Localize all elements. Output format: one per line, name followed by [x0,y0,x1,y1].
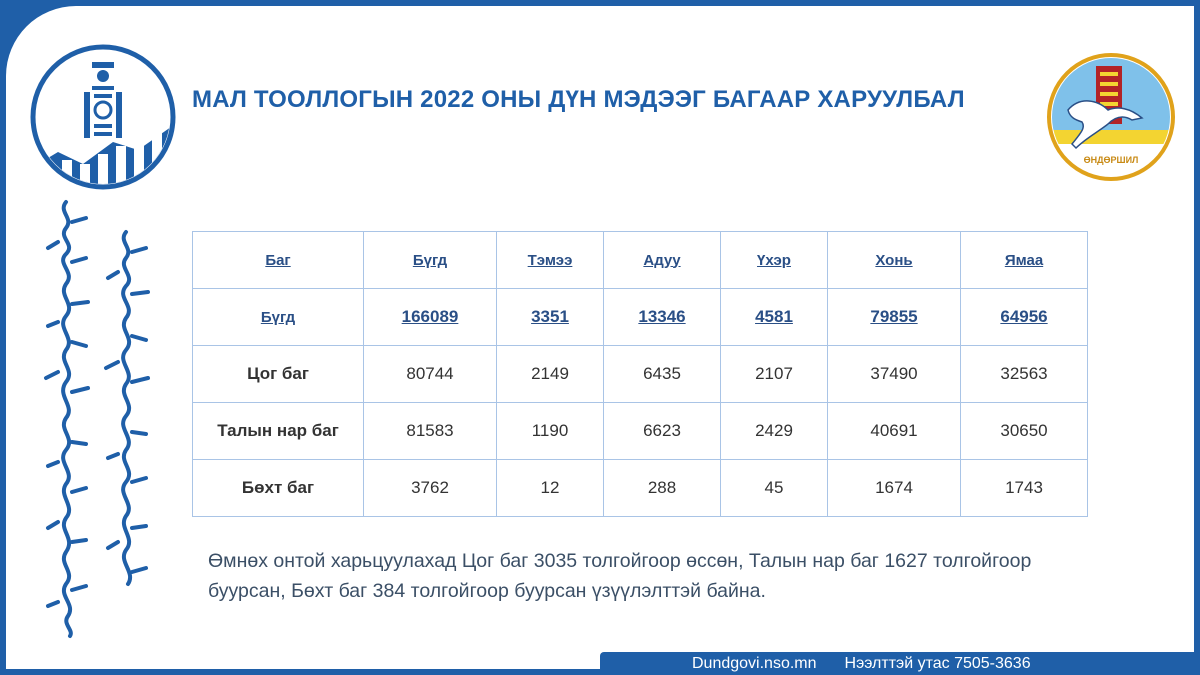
table-cell: 79855 [828,289,961,346]
table-cell: 13346 [604,289,721,346]
column-header: Тэмээ [497,232,604,289]
table-cell: 2107 [721,346,828,403]
table-header-row [193,232,1088,289]
table-cell: 1674 [828,460,961,517]
table-row [193,346,1088,403]
row-label: Бөхт баг [193,460,364,517]
footer-phone: Нээлттэй утас 7505-3636 [844,654,1031,672]
table-cell: 2149 [497,346,604,403]
summary-note: Өмнөх онтой харьцуулахад Цог баг 3035 толгойгоор өссөн, Талын нар баг 1627 толгойгоор буурсан, Бөхт баг 384 толгойгоор буурсан үзүүлэлттэй байна. [208,550,1032,602]
emblem-text: ӨНДӨРШИЛ [1083,155,1139,165]
livestock-table [192,231,1088,517]
table-cell: 32563 [961,346,1088,403]
table-cell: 3351 [497,289,604,346]
table-row [193,403,1088,460]
column-header: Адуу [604,232,721,289]
table-cell: 12 [497,460,604,517]
page-title: МАЛ ТООЛЛОГЫН 2022 ОНЫ ДҮН МЭДЭЭГ БАГААР ХАРУУЛБАЛ [192,86,965,113]
ondorshil-emblem-icon [1046,52,1176,182]
footer-bar-end [1122,652,1200,675]
table-cell: 1190 [497,403,604,460]
footer-website: Dundgovi.nso.mn [692,654,817,672]
mongolian-script-decoration [36,192,166,642]
row-label: Талын нар баг [193,403,364,460]
slide [6,6,1194,669]
table-cell: 37490 [828,346,961,403]
table-cell: 6623 [604,403,721,460]
table-cell: 81583 [364,403,497,460]
table-cell: 6435 [604,346,721,403]
table-row [193,289,1088,346]
column-header: Ямаа [961,232,1088,289]
table-row [193,460,1088,517]
row-label: Цог баг [193,346,364,403]
nso-logo-icon [28,42,178,192]
column-header: Баг [193,232,364,289]
row-label: Бүгд [193,289,364,346]
column-header: Үхэр [721,232,828,289]
table-cell: 3762 [364,460,497,517]
table-cell: 166089 [364,289,497,346]
footer-bar [600,652,1122,675]
table-cell: 64956 [961,289,1088,346]
column-header: Бүгд [364,232,497,289]
table-cell: 45 [721,460,828,517]
table-cell: 1743 [961,460,1088,517]
table-cell: 40691 [828,403,961,460]
table-cell: 4581 [721,289,828,346]
table-cell: 288 [604,460,721,517]
table-cell: 30650 [961,403,1088,460]
table-cell: 2429 [721,403,828,460]
column-header: Хонь [828,232,961,289]
table-cell: 80744 [364,346,497,403]
